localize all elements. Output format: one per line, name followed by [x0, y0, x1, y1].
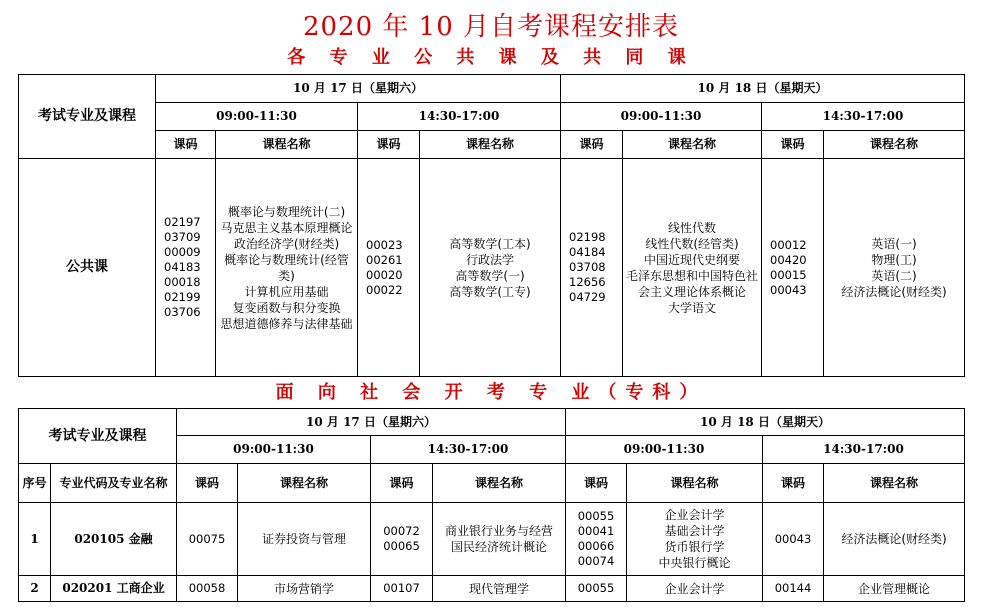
section-title-public: 各 专 业 公 共 课 及 共 同 课: [287, 47, 695, 68]
col-code-header: 课码: [763, 464, 824, 503]
course-code: 00041: [577, 524, 615, 538]
course-list: [824, 503, 965, 576]
time-slot: 14:30-17:00: [763, 436, 965, 464]
course-name: 企业管理概论: [857, 581, 930, 596]
course-code: 00018: [164, 275, 201, 289]
col-name-header: 课程名称: [238, 464, 371, 503]
course-code: 00009: [164, 245, 201, 259]
course-name: 英语(一): [871, 236, 917, 251]
course-name: 线性代数(经管类): [645, 236, 739, 251]
table-row: [19, 576, 965, 602]
course-code: 00023: [366, 237, 403, 252]
course-code: 03706: [164, 305, 201, 319]
course-code: 04183: [164, 260, 201, 274]
public-course-table: [18, 74, 965, 377]
course-list: [238, 576, 371, 602]
course-name: 计算机应用基础: [244, 284, 329, 299]
specialty-course-table: [18, 408, 965, 602]
course-list: [627, 503, 763, 576]
col-code-header: 课码: [371, 464, 433, 503]
code-list: [358, 159, 420, 377]
col-name-header: 课程名称: [420, 131, 561, 159]
course-list: [627, 576, 763, 602]
code-list: [763, 503, 824, 576]
course-name: 毛泽东思想和中国特色社会主义理论体系概论: [625, 268, 758, 299]
col-name-header: 课程名称: [824, 464, 965, 503]
row-seq: 2: [19, 576, 51, 602]
corner-label: 考试专业及课程: [19, 409, 177, 464]
code-list: [566, 503, 627, 576]
col-major-header: 专业代码及专业名称: [51, 464, 177, 503]
code-list: [371, 576, 433, 602]
course-list: [824, 159, 965, 377]
code-list: [566, 576, 627, 602]
course-code: 00055: [577, 581, 615, 595]
code-list: [177, 576, 238, 602]
course-name: 企业会计学: [664, 581, 725, 596]
course-code: 04729: [569, 290, 606, 304]
course-code: 00043: [770, 282, 807, 297]
day-header: 10 月 18 日（星期天）: [561, 75, 965, 103]
time-slot: 14:30-17:00: [762, 103, 965, 131]
course-code: 00058: [188, 581, 226, 595]
course-code: 00107: [383, 581, 420, 595]
course-name: 物理(工): [871, 252, 917, 267]
course-name: 大学语文: [667, 300, 716, 315]
col-name-header: 课程名称: [433, 464, 566, 503]
row-seq: 1: [19, 503, 51, 576]
col-name-header: 课程名称: [216, 131, 358, 159]
course-name: 现代管理学: [468, 581, 529, 596]
course-name: 中国近现代史纲要: [643, 252, 740, 267]
course-code: 00144: [774, 581, 812, 595]
course-code: 00012: [770, 237, 807, 252]
course-code: 00055: [577, 509, 615, 523]
course-code: 00261: [366, 252, 403, 267]
day-header: 10 月 17 日（星期六）: [177, 409, 566, 436]
course-name: 市场营销学: [273, 581, 334, 596]
course-name: 基础会计学: [664, 524, 725, 538]
course-name: 概率论与数理统计(经管类): [224, 252, 349, 283]
course-name: 中央银行概论: [658, 556, 731, 570]
course-code: 02199: [164, 290, 201, 304]
course-name: 英语(二): [871, 268, 917, 283]
course-name: 商业银行业务与经营: [444, 524, 553, 538]
time-slot: 14:30-17:00: [358, 103, 561, 131]
time-slot: 09:00-11:30: [156, 103, 358, 131]
course-code: 00020: [366, 267, 403, 282]
course-code: 00066: [577, 539, 615, 553]
course-code: 03708: [569, 260, 606, 274]
row-major: 020105 金融: [51, 503, 177, 576]
course-code: 12656: [569, 275, 606, 289]
corner-label: 考试专业及课程: [19, 75, 156, 159]
course-list: [433, 576, 566, 602]
course-code: 00043: [774, 531, 812, 546]
col-code-header: 课码: [177, 464, 238, 503]
course-code: 00015: [770, 267, 807, 282]
course-name: 经济法概论(财经类): [841, 532, 947, 546]
code-list: [156, 159, 216, 377]
course-name: 复变函数与积分变换: [232, 300, 341, 315]
course-list: [433, 503, 566, 576]
col-seq-header: 序号: [19, 464, 51, 503]
course-code: 02198: [569, 230, 606, 244]
col-code-header: 课码: [566, 464, 627, 503]
course-list: [238, 503, 371, 576]
time-slot: 09:00-11:30: [566, 436, 763, 464]
code-list: [763, 576, 824, 602]
col-name-header: 课程名称: [824, 131, 965, 159]
course-code: 00072: [383, 524, 420, 538]
course-name: 政治经济学(财经类): [233, 236, 340, 251]
course-name: 思想道德修养与法律基础: [220, 316, 353, 331]
day-header: 10 月 18 日（星期天）: [566, 409, 965, 436]
col-name-header: 课程名称: [623, 131, 762, 159]
col-code-header: 课码: [358, 131, 420, 159]
time-slot: 14:30-17:00: [371, 436, 566, 464]
course-name: 高等数学(工专): [449, 284, 531, 299]
course-list: [824, 576, 965, 602]
course-name: 马克思主义基本原理概论: [220, 220, 353, 235]
day-header: 10 月 17 日（星期六）: [156, 75, 561, 103]
course-code: 02197: [164, 215, 201, 229]
course-list: [623, 159, 762, 377]
time-slot: 09:00-11:30: [177, 436, 371, 464]
course-list: [420, 159, 561, 377]
course-name: 概率论与数理统计(二): [227, 204, 346, 219]
course-name: 高等数学(工本): [449, 236, 531, 251]
course-name: 行政法学: [465, 252, 514, 267]
code-list: [177, 503, 238, 576]
course-name: 证券投资与管理: [261, 532, 346, 546]
col-name-header: 课程名称: [627, 464, 763, 503]
course-code: 03709: [164, 230, 201, 244]
code-list: [762, 159, 824, 377]
section-title-specialty: 面 向 社 会 开 考 专 业（专科）: [275, 382, 707, 403]
col-code-header: 课码: [561, 131, 623, 159]
course-list: [216, 159, 358, 377]
table-row: [19, 503, 965, 576]
row-major: 020201 工商企业: [51, 576, 177, 602]
course-code: 00065: [383, 539, 420, 553]
code-list: [371, 503, 433, 576]
col-code-header: 课码: [762, 131, 824, 159]
col-code-header: 课码: [156, 131, 216, 159]
course-code: 00074: [577, 554, 615, 568]
course-name: 线性代数: [667, 220, 716, 235]
course-code: 00075: [188, 531, 226, 546]
time-slot: 09:00-11:30: [561, 103, 762, 131]
course-code: 04184: [569, 245, 606, 259]
course-code: 00022: [366, 282, 403, 297]
code-list: [561, 159, 623, 377]
row-label-public: 公共课: [19, 159, 156, 377]
course-name: 高等数学(一): [455, 268, 525, 283]
course-name: 经济法概论(财经类): [841, 284, 947, 299]
page-title: 2020 年 10 月自考课程安排表: [302, 12, 680, 42]
course-name: 货币银行学: [664, 540, 725, 554]
course-code: 00420: [770, 252, 807, 267]
course-name: 企业会计学: [664, 508, 725, 522]
course-name: 国民经济统计概论: [450, 540, 547, 554]
